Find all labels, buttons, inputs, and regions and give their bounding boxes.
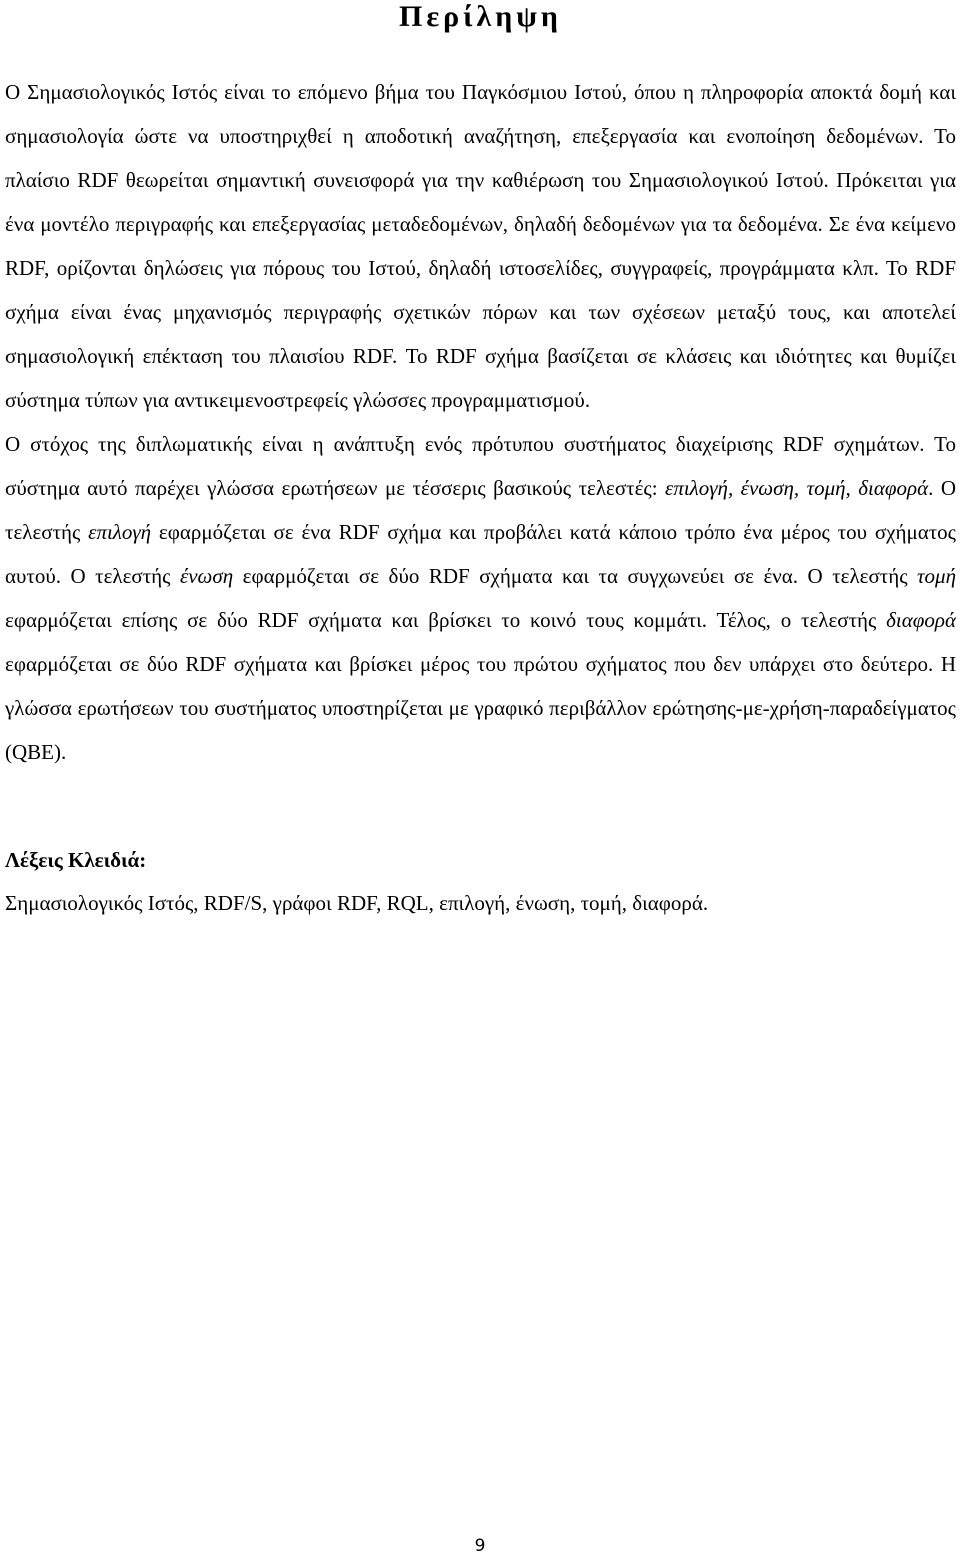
- paragraph-2-text: . Ο τελεστής: [5, 476, 956, 544]
- paragraph-2-text: εφαρμόζεται σε δύο RDF σχήματα και τα συγχωνεύει σε ένα. Ο τελεστής: [233, 564, 918, 588]
- document-page: [5, 0, 956, 918]
- operator-name: τομή: [917, 564, 956, 588]
- paragraph-2-text: εφαρμόζεται σε δύο RDF σχήματα και βρίσκει μέρος του πρώτου σχήματος που δεν υπάρχει στο δεύτερο. Η γλώσσα ερωτήσεων του συστήματος υποστηρίζεται με γραφικό περιβάλλον ερώτησης-με-χρήση-παραδείγματος (QBE).: [5, 652, 956, 764]
- paragraph-2-text: εφαρμόζεται σε ένα RDF σχήμα και προβάλει κατά κάποιο τρόπο ένα μέρος του σχήματος αυτού. Ο τελεστής: [5, 520, 956, 588]
- abstract-paragraph-1: Ο Σημασιολογικός Ιστός είναι το επόμενο βήμα του Παγκόσμιου Ιστού, όπου η πληροφορία αποκτά δομή και σημασιολογία ώστε να υποστηριχθεί η αποδοτική αναζήτηση, επεξεργασία και ενοποίηση δεδομένων. Το πλαίσιο RDF θεωρείται σημαντική συνεισφορά για την καθιέρωση του Σημασιολογικού Ιστού. Πρόκειται για ένα μοντέλο περιγραφής και επεξεργασίας μεταδεδομένων, δηλαδή δεδομένων για τα δεδομένα. Σε ένα κείμενο RDF, ορίζονται δηλώσεις για πόρους του Ιστού, δηλαδή ιστοσελίδες, συγγραφείς, προγράμματα κλπ. Το RDF σχήμα είναι ένας μηχανισμός περιγραφής σχετικών πόρων και των σχέσεων μεταξύ τους, και αποτελεί σημασιολογική επέκταση του πλαισίου RDF. Το RDF σχήμα βασίζεται σε κλάσεις και ιδιότητες και θυμίζει σύστημα τύπων για αντικειμενοστρεφείς γλώσσες προγραμματισμού.: [5, 80, 956, 412]
- operator-name: διαφορά: [886, 608, 956, 632]
- keywords-heading: Λέξεις Κλειδιά:: [5, 848, 147, 872]
- keywords-list: Σημασιολογικός Ιστός, RDF/S, γράφοι RDF, RQL, επιλογή, ένωση, τομή, διαφορά.: [5, 891, 709, 915]
- operator-name: επιλογή: [88, 520, 152, 544]
- abstract-paragraph-2: [5, 422, 956, 774]
- operators-list: επιλογή, ένωση, τομή, διαφορά: [665, 476, 929, 500]
- paragraph-2-text: εφαρμόζεται επίσης σε δύο RDF σχήματα και βρίσκει το κοινό τους κομμάτι. Τέλος, ο τελεστής: [5, 608, 887, 632]
- page-number: 9: [474, 1536, 486, 1556]
- page-title: Περίληψη: [399, 0, 562, 33]
- paragraph-2-text: Ο στόχος της διπλωματικής είναι η ανάπτυξη ενός πρότυπου συστήματος διαχείρισης RDF σχημάτων. Το σύστημα αυτό παρέχει γλώσσα ερωτήσεων με τέσσερις βασικούς τελεστές:: [5, 432, 956, 500]
- operator-name: ένωση: [179, 564, 234, 588]
